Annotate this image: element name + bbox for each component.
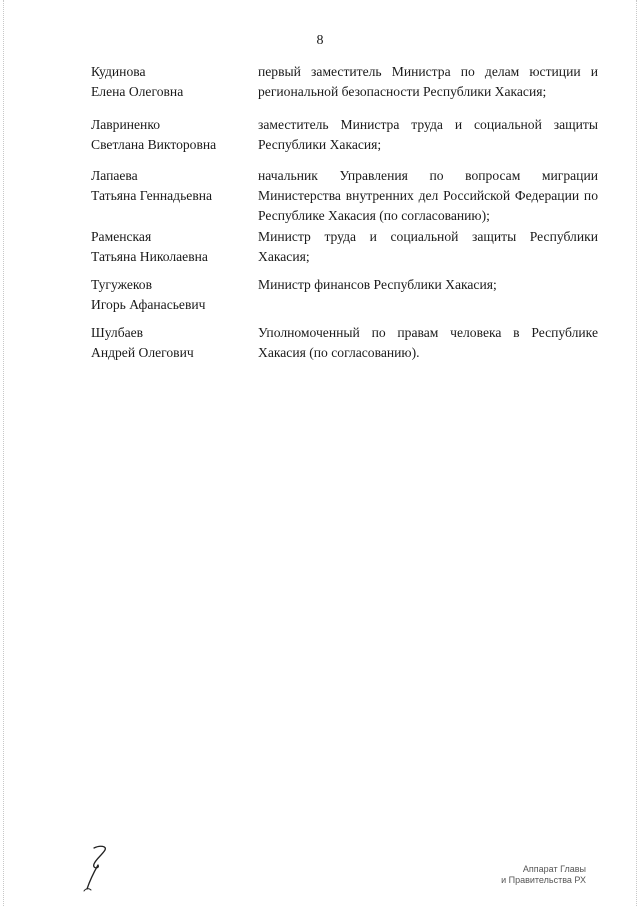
office-stamp	[496, 864, 586, 886]
member-given-name: Татьяна Геннадьевна	[91, 188, 213, 203]
member-surname: Кудинова	[91, 64, 146, 79]
handwritten-mark-icon	[80, 842, 120, 894]
member-role: начальник Управления по вопросам миграции Министерства внутренних дел Российской Федерации по Республике Хакасия (по согласованию);	[258, 168, 598, 223]
member-surname: Раменская	[91, 229, 152, 244]
member-role: Министр финансов Республики Хакасия;	[258, 277, 497, 292]
scan-edge-left	[3, 0, 4, 906]
member-name	[91, 115, 251, 155]
member-given-name: Татьяна Николаевна	[91, 249, 208, 264]
member-name	[91, 275, 251, 315]
member-surname: Шулбаев	[91, 325, 144, 340]
member-role: Уполномоченный по правам человека в Республике Хакасия (по согласованию).	[258, 325, 598, 360]
stamp-line: Аппарат Главы	[522, 864, 586, 874]
member-role: Министр труда и социальной защиты Республики Хакасия;	[258, 229, 598, 264]
member-given-name: Светлана Викторовна	[91, 137, 217, 152]
member-surname: Лапаева	[91, 168, 138, 183]
member-given-name: Андрей Олегович	[91, 345, 194, 360]
member-surname: Тугужеков	[91, 277, 152, 292]
member-name	[91, 323, 251, 363]
scan-edge-right	[636, 0, 637, 906]
stamp-line: и Правительства РХ	[501, 875, 586, 885]
member-role: заместитель Министра труда и социальной защиты Республики Хакасия;	[258, 117, 598, 152]
member-name	[91, 62, 251, 102]
member-given-name: Игорь Афанасьевич	[91, 297, 206, 312]
member-role: первый заместитель Министра по делам юстиции и региональной безопасности Республики Хакасия;	[258, 64, 598, 99]
page-number: 8	[316, 33, 324, 48]
member-surname: Лавриненко	[91, 117, 161, 132]
member-given-name: Елена Олеговна	[91, 84, 184, 99]
member-name	[91, 227, 251, 267]
member-name	[91, 166, 251, 206]
